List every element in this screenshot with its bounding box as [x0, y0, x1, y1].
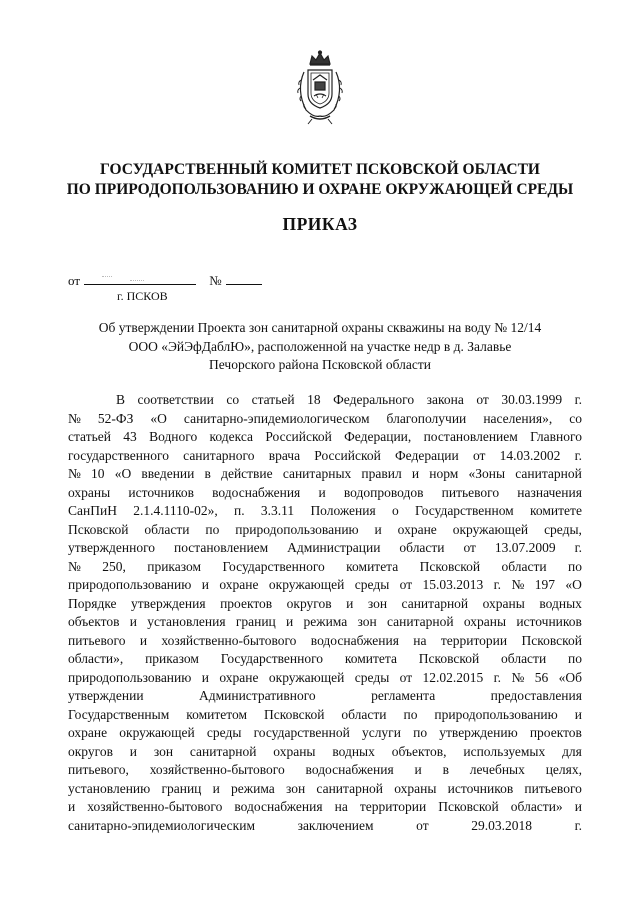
body-word: № [511, 669, 525, 685]
body-word: водных [539, 595, 582, 611]
body-word: регламента [371, 688, 436, 703]
body-word: на [413, 632, 427, 648]
body-word: Государственном [415, 503, 514, 518]
body-line [68, 595, 582, 614]
body-word: окружающей [268, 577, 345, 592]
coat-of-arms-emblem [292, 50, 348, 126]
body-word: округов [286, 595, 332, 611]
body-word: объектов [68, 614, 120, 629]
body-word: зон [357, 614, 377, 629]
body-word: по [567, 558, 582, 574]
body-word: Главного [530, 429, 582, 444]
body-word: закона [426, 392, 464, 407]
body-word: утверждении [68, 688, 144, 703]
agency-title-line-2: ПО ПРИРОДОПОЛЬЗОВАНИЮ И ОХРАНЕ ОКРУЖАЮЩЕЙ СРЕДЫ [66, 181, 574, 198]
body-word: природопользованию [235, 521, 359, 537]
body-word: назначения [517, 484, 582, 500]
body-word: санитарной [401, 595, 469, 611]
date-number-line [68, 273, 262, 289]
body-word: среды, [544, 521, 582, 537]
body-word: приказом [147, 558, 202, 574]
body-word: Федерального [333, 392, 415, 407]
body-word: водоснабжения [305, 762, 394, 777]
body-word: комитета [346, 558, 399, 574]
body-word: и [201, 577, 209, 592]
body-line [68, 817, 582, 836]
number-prefix: № [209, 273, 222, 288]
subject-line: ООО «ЭйЭфДаблЮ», расположенной на участке недр в д. Залавье [128, 338, 512, 354]
body-word: г. [574, 540, 582, 555]
body-word: охране [219, 669, 259, 685]
body-word: источников [128, 484, 194, 500]
body-word: водоснабжения [234, 799, 323, 814]
order-body-text [68, 391, 582, 835]
body-word: на [334, 799, 348, 814]
body-word: введении [141, 466, 195, 481]
body-word: режима [303, 614, 348, 629]
body-word: окружающей [268, 669, 345, 685]
body-line [68, 761, 582, 780]
body-word: о [392, 503, 399, 518]
body-word: санитарных [282, 466, 352, 481]
body-word: Псковской [68, 521, 129, 537]
body-word: среды [354, 577, 390, 592]
body-word: 3.3.11 [260, 503, 295, 518]
body-word: охраны [394, 780, 437, 796]
body-word: 30.03.1999 [501, 392, 563, 407]
body-line [68, 410, 582, 429]
body-word: Российской [314, 447, 381, 463]
body-word: и [286, 614, 294, 629]
body-word: области [399, 540, 445, 555]
body-word: по [413, 725, 428, 740]
body-word: Федерации [395, 447, 459, 463]
body-word: 18 [307, 392, 321, 407]
body-word: 29.03.2018 [471, 817, 532, 833]
body-word: г. [574, 392, 582, 407]
body-word: «О [150, 410, 167, 426]
body-word: г. [493, 669, 502, 685]
body-word: среды [354, 669, 390, 685]
body-word: комитета [344, 651, 397, 666]
body-word: области [501, 558, 547, 574]
body-word: № [68, 410, 81, 426]
body-word: границ [235, 614, 276, 629]
body-line [68, 391, 582, 410]
body-word: области [144, 521, 190, 537]
body-line [68, 502, 582, 521]
body-word: № [511, 577, 525, 592]
body-word: 52-ФЗ [97, 410, 134, 426]
body-word: государственной [253, 725, 350, 740]
body-word: хозяйственно-бытового [87, 799, 223, 814]
body-word: по [567, 651, 582, 666]
body-word: и [374, 521, 382, 537]
body-word: зон [285, 780, 306, 796]
body-word: п. [234, 503, 245, 518]
body-word: используемых [463, 743, 546, 759]
body-word: и [139, 632, 148, 648]
body-word: природопользованию [68, 577, 192, 592]
body-word: охраны [68, 484, 111, 500]
body-word: от [399, 669, 413, 685]
body-word: статьей [68, 429, 111, 444]
body-word: охраны [482, 595, 525, 611]
body-word: санитарной [189, 743, 257, 759]
body-word: в [442, 762, 449, 777]
body-word: Административного [198, 688, 316, 703]
body-word: от [399, 577, 413, 592]
body-word: предоставления [490, 688, 582, 703]
body-word: режима [231, 780, 275, 796]
body-word: Государственного [222, 558, 325, 574]
body-word: г. [574, 817, 582, 833]
body-line [68, 484, 582, 503]
body-word: границ [161, 780, 202, 796]
body-word: и [318, 484, 326, 500]
body-word: природопользованию [68, 669, 192, 685]
body-word: Псковской [521, 632, 582, 648]
body-line [68, 539, 582, 558]
body-word: санитарной [316, 780, 384, 796]
body-line [68, 724, 582, 743]
body-word: области [501, 651, 547, 666]
date-prefix: от [68, 273, 81, 288]
body-word: со [226, 392, 240, 407]
document-type-heading: ПРИКАЗ [282, 214, 358, 234]
subject-line: Печорского района Псковской области [209, 357, 431, 372]
body-word: области» [510, 799, 563, 814]
body-word: питьевого, [68, 762, 129, 777]
body-word: Псковской [418, 651, 480, 666]
body-word: Государственным [68, 706, 170, 722]
body-word: и [346, 595, 354, 611]
body-word: государственного [68, 447, 169, 463]
body-word: от [472, 447, 486, 463]
body-word: соответствии [137, 392, 214, 407]
body-word: охране [68, 725, 108, 740]
body-word: правил [361, 466, 402, 481]
body-word: действие [221, 466, 273, 481]
body-word: санитарно-эпидемиологическим [68, 817, 256, 833]
body-word: № [68, 558, 81, 574]
body-word: источников [516, 614, 582, 629]
body-line [68, 613, 582, 632]
body-word: Федерации, [344, 429, 412, 444]
body-word: охраны [463, 614, 507, 629]
body-word: Псковской [419, 558, 481, 574]
body-word: природопользованию [434, 706, 558, 722]
body-word: 56 [534, 669, 549, 685]
body-word: хозяйственно-бытового [161, 632, 297, 648]
body-word: целях, [545, 762, 582, 777]
body-word: № [68, 466, 81, 481]
body-word: благополучии [386, 410, 467, 426]
body-word: установления [147, 614, 226, 629]
body-word: и [574, 799, 582, 814]
body-line [68, 632, 582, 651]
body-word: врача [268, 447, 301, 463]
body-line [68, 428, 582, 447]
body-word: кодекса [209, 429, 254, 444]
body-line [68, 743, 582, 762]
body-word: окружающей [452, 521, 529, 537]
body-line [68, 669, 582, 688]
body-line [68, 576, 582, 595]
body-word: санитарно-эпидемиологическом [183, 410, 370, 426]
body-word: зон [153, 743, 174, 759]
body-word: источников [447, 780, 514, 796]
body-word: утверждению [439, 725, 518, 740]
body-word: от [416, 817, 429, 833]
body-word: заключением [297, 817, 374, 833]
body-word: Администрации [287, 540, 381, 555]
body-word: «Об [558, 669, 582, 685]
order-subject [60, 319, 580, 375]
body-word: В [116, 392, 126, 407]
number-blank-field [226, 273, 262, 285]
body-word: Российской [265, 429, 332, 444]
body-line [68, 687, 582, 706]
body-word: питьевого [68, 632, 126, 648]
body-line [68, 447, 582, 466]
body-word: водоснабжения [212, 484, 301, 500]
body-word: 14.03.2002 [499, 447, 561, 463]
body-word: и [129, 614, 137, 629]
body-word: 197 [534, 577, 555, 592]
body-line [68, 650, 582, 669]
body-word: водоснабжения [310, 632, 399, 648]
body-word: и [414, 762, 422, 777]
body-word: и [212, 780, 220, 796]
body-word: Псковской [263, 706, 325, 722]
body-word: 2.1.4.1110-02», [133, 503, 218, 518]
body-word: и [574, 706, 582, 722]
body-word: утверждения [131, 595, 206, 611]
body-word: территории [440, 632, 508, 648]
body-word: объектов, [391, 743, 447, 759]
body-word: от [463, 540, 476, 555]
body-word: Государственного [220, 651, 324, 666]
body-word: населения», [483, 410, 553, 426]
body-word: г. [493, 577, 502, 592]
body-word: и [129, 743, 138, 759]
body-word: статьей [251, 392, 295, 407]
body-word: 43 [123, 429, 137, 444]
body-word: по [205, 521, 220, 537]
body-word: и [68, 799, 76, 814]
agency-title-line-1: ГОСУДАРСТВЕННЫЙ КОМИТЕТ ПСКОВСКОЙ ОБЛАСТИ [99, 161, 540, 178]
body-word: проектов [529, 725, 582, 740]
body-word: для [562, 743, 582, 759]
body-word: санитарного [183, 447, 255, 463]
body-word: санитарной [387, 614, 454, 629]
body-word: охраны [273, 743, 316, 759]
body-word: области», [68, 651, 124, 666]
body-word: Водного [149, 429, 198, 444]
body-word: водных [332, 743, 375, 759]
body-line [68, 798, 582, 817]
body-word: лечебных [469, 762, 525, 777]
body-word: г. [574, 447, 582, 463]
body-word: области [341, 706, 387, 722]
body-word: среды [206, 725, 242, 740]
body-word: проектов [220, 595, 273, 611]
body-line [68, 465, 582, 484]
body-word: «Зоны [468, 466, 506, 481]
body-word: в [204, 466, 211, 481]
body-word: окружающей [119, 725, 195, 740]
body-word: Положения [310, 503, 376, 518]
body-line [68, 780, 582, 799]
body-word: со [569, 410, 582, 426]
body-word: Порядке [68, 595, 117, 611]
body-word: комитетом [186, 706, 248, 722]
body-word: услуги [361, 725, 401, 740]
body-word: 15.03.2013 [422, 577, 484, 592]
body-word: комитете [530, 503, 582, 518]
body-word: питьевого [441, 484, 500, 500]
body-word: по [403, 706, 418, 722]
body-word: территории [359, 799, 427, 814]
body-word: «О [565, 577, 582, 592]
body-word: и [201, 669, 209, 685]
body-word: 250, [102, 558, 126, 574]
body-word: охране [219, 577, 259, 592]
body-word: постановлением [173, 540, 269, 555]
body-word: санитарной [515, 466, 582, 481]
body-word: утвержденного [68, 540, 156, 555]
body-word: зон [367, 595, 388, 611]
body-word: от [476, 392, 489, 407]
body-line [68, 521, 582, 540]
body-word: округов [68, 743, 113, 759]
body-word: приказом [145, 651, 199, 666]
body-word: 13.07.2009 [494, 540, 556, 555]
city-label: г. ПСКОВ [117, 289, 168, 303]
body-word: хозяйственно-бытового [149, 762, 285, 777]
body-word: охране [397, 521, 437, 537]
body-word: водопроводов [343, 484, 424, 500]
body-line [68, 706, 582, 725]
body-word: Псковской [438, 799, 499, 814]
body-word: и [411, 466, 420, 481]
body-word: постановлением [423, 429, 518, 444]
subject-line: Об утверждении Проекта зон санитарной охраны скважины на воду № 12/14 [98, 320, 542, 335]
body-word: норм [429, 466, 459, 481]
body-word: установлению [68, 780, 151, 796]
body-word: СанПиН [68, 503, 117, 518]
body-word: 10 [91, 466, 105, 481]
body-word: питьевого [524, 780, 582, 796]
date-blank-field [84, 273, 196, 285]
body-word: «О [114, 466, 132, 481]
body-line [68, 558, 582, 577]
body-word: 12.02.2015 [422, 669, 484, 685]
